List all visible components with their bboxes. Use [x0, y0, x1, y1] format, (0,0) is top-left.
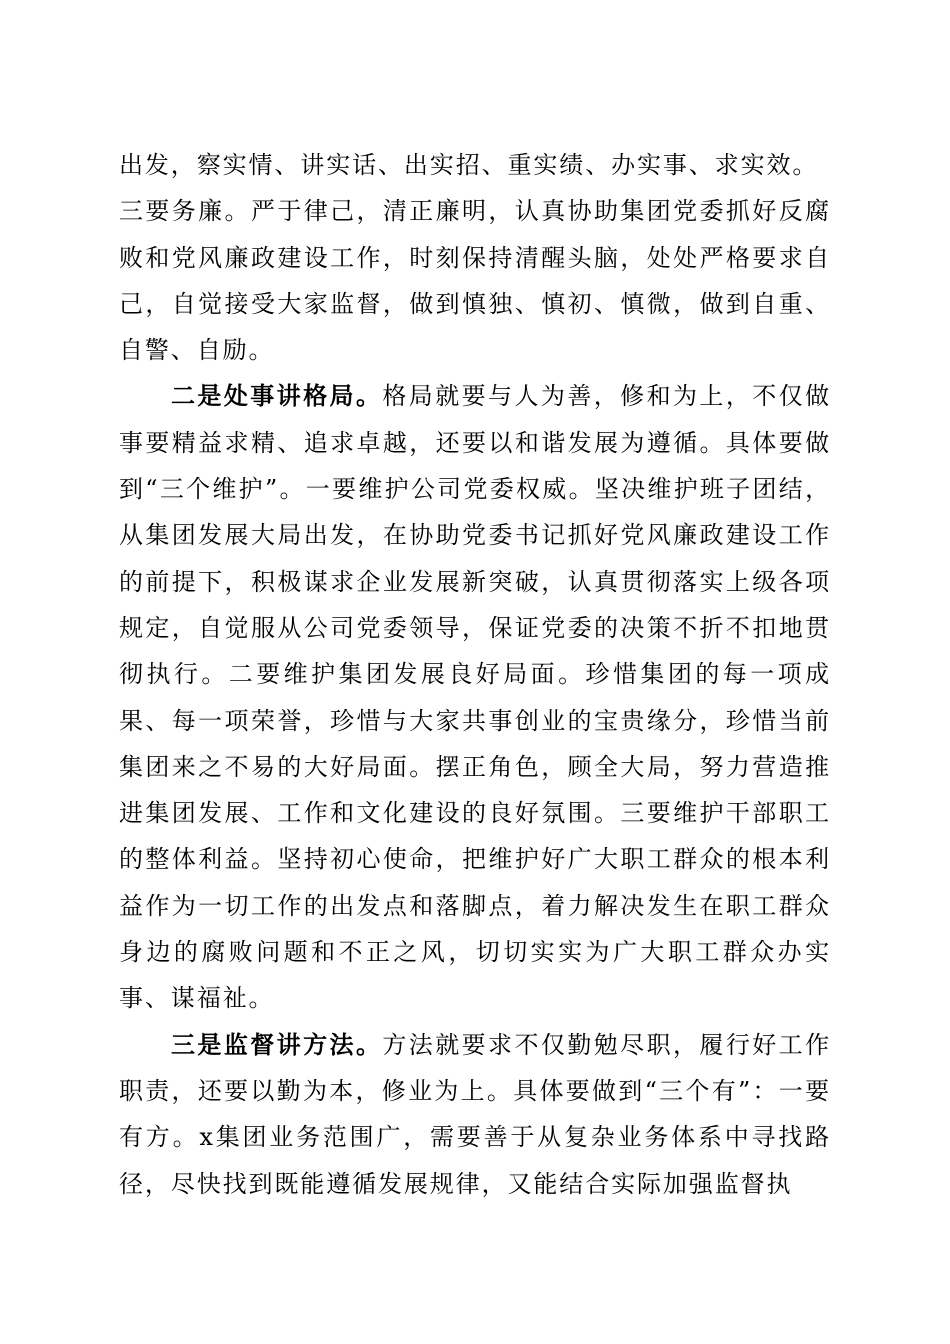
paragraph-text: 三要务廉。严于律己，清正廉明，认真协助集团党委抓好反腐败和党风廉政建设工作，时刻保持清醒头脑，处处严格要求自己，自觉接受大家监督，做到慎独、慎初、慎微，做到自重、自警、自励。: [119, 197, 831, 365]
paragraph-wu-lian: [119, 188, 831, 373]
paragraph-fang-fa: [119, 1022, 831, 1207]
paragraph-text: 格局就要与人为善，修和为上，不仅做事要精益求精、追求卓越，还要以和谐发展为遵循。具体要做到“三个维护”。一要维护公司党委权威。坚决维护班子团结，从集团发展大局出发，在协助党委书记抓好党风廉政建设工作的前提下，积极谋求企业发展新突破，认真贯彻落实上级各项规定，自觉服从公司党委领导，保证党委的决策不折不扣地贯彻执行。二要维护集团发展良好局面。珍惜集团的每一项成果、每一项荣誉，珍惜与大家共事创业的宝贵缘分，珍惜当前集团来之不易的大好局面。摆正角色，顾全大局，努力营造推进集团发展、工作和文化建设的良好氛围。三要维护干部职工的整体利益。坚持初心使命，把维护好广大职工群众的根本利益作为一切工作的出发点和落脚点，着力解决发生在职工群众身边的腐败问题和不正之风，切切实实为广大职工群众办实事、谋福祉。: [119, 382, 831, 1013]
paragraph-ge-ju: [119, 373, 831, 1021]
paragraph-continuation: [119, 142, 831, 188]
paragraph-lead-heading: 二是处事讲格局。: [171, 381, 383, 411]
paragraph-text: 出发，察实情、讲实话、出实招、重实绩、办实事、求实效。: [119, 151, 819, 179]
document-body: [119, 142, 831, 1207]
paragraph-text: 方法就要求不仅勤勉尽职，履行好工作职责，还要以勤为本，修业为上。具体要做到“三个有”：一要有方。x集团业务范围广，需要善于从复杂业务体系中寻找路径，尽快找到既能遵循发展规律，又能结合实际加强监督执: [119, 1030, 831, 1198]
paragraph-lead-heading: 三是监督讲方法。: [171, 1029, 383, 1059]
